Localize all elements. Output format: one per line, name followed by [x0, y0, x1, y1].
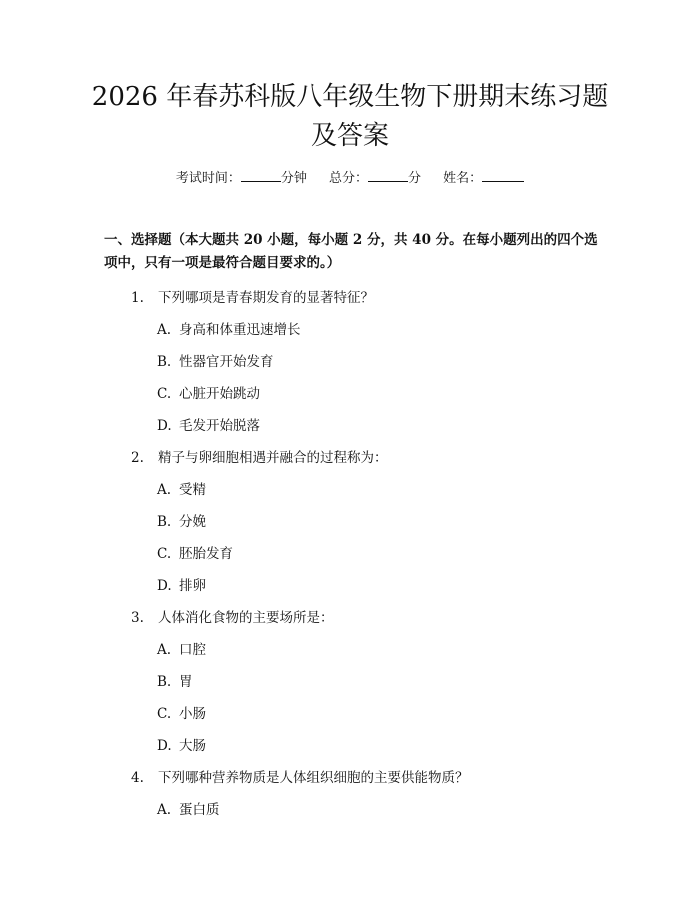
exam-time-blank[interactable] [241, 169, 281, 182]
exam-info-line [0, 169, 700, 188]
question-2-option-d [157, 576, 206, 596]
question-1-option-b [157, 352, 274, 372]
option-letter: C. [157, 546, 172, 562]
exam-time-label: 考试时间： [175, 171, 241, 186]
option-text: 心脏开始跳动 [179, 386, 260, 402]
question-number: 1. [131, 290, 144, 306]
page-title: 2026 年春苏科版八年级生物下册期末练习题及答案 [91, 82, 609, 151]
student-name-blank[interactable] [482, 169, 524, 182]
exam-time-unit: 分钟 [280, 171, 307, 186]
option-text: 蛋白质 [179, 802, 220, 818]
question-2-option-a [157, 480, 206, 500]
question-number: 3. [131, 610, 144, 626]
question-2-option-c [157, 544, 233, 564]
question-text: 下列哪项是青春期发育的显著特征？ [158, 290, 374, 306]
option-text: 毛发开始脱落 [179, 418, 260, 434]
total-score-field [329, 169, 421, 188]
option-text: 排卵 [179, 578, 206, 594]
total-score-unit: 分 [408, 171, 422, 186]
option-letter: D. [157, 418, 172, 434]
option-text: 身高和体重迅速增长 [179, 322, 301, 338]
question-1 [131, 288, 374, 308]
option-text: 受精 [179, 482, 206, 498]
question-3-option-b [157, 672, 193, 692]
option-letter: A. [157, 482, 172, 498]
question-1-option-d [157, 416, 260, 436]
option-letter: B. [157, 514, 172, 530]
question-text: 精子与卵细胞相遇并融合的过程称为： [158, 450, 388, 466]
question-1-option-c [157, 384, 260, 404]
option-text: 分娩 [179, 514, 206, 530]
question-text: 下列哪种营养物质是人体组织细胞的主要供能物质？ [158, 770, 469, 786]
question-3-option-c [157, 704, 206, 724]
total-score-label: 总分： [328, 171, 368, 186]
question-1-option-a [157, 320, 301, 340]
section-heading: 一、选择题（本大题共 20 小题，每小题 2 分，共 40 分。在每小题列出的四个选项中，只有一项是最符合题目要求的。） [104, 232, 598, 271]
exam-time-field [176, 169, 307, 188]
option-text: 胃 [179, 674, 193, 690]
total-score-blank[interactable] [368, 169, 408, 182]
question-2-option-b [157, 512, 206, 532]
question-number: 4. [131, 770, 144, 786]
option-letter: B. [157, 674, 172, 690]
option-letter: A. [157, 802, 172, 818]
option-letter: C. [157, 706, 172, 722]
question-text: 人体消化食物的主要场所是： [158, 610, 334, 626]
option-text: 大肠 [179, 738, 206, 754]
option-letter: C. [157, 386, 172, 402]
option-text: 性器官开始发育 [179, 354, 274, 370]
question-3-option-d [157, 736, 206, 756]
option-letter: D. [157, 578, 172, 594]
student-name-label: 姓名： [443, 171, 483, 186]
option-letter: A. [157, 642, 172, 658]
question-3 [131, 608, 334, 628]
option-text: 小肠 [179, 706, 206, 722]
question-3-option-a [157, 640, 206, 660]
question-number: 2. [131, 450, 144, 466]
option-letter: D. [157, 738, 172, 754]
question-2 [131, 448, 388, 468]
option-letter: B. [157, 354, 172, 370]
question-4 [131, 768, 469, 788]
question-4-option-a [157, 800, 220, 820]
option-text: 胚胎发育 [179, 546, 233, 562]
student-name-field [443, 169, 524, 188]
option-letter: A. [157, 322, 172, 338]
option-text: 口腔 [179, 642, 206, 658]
